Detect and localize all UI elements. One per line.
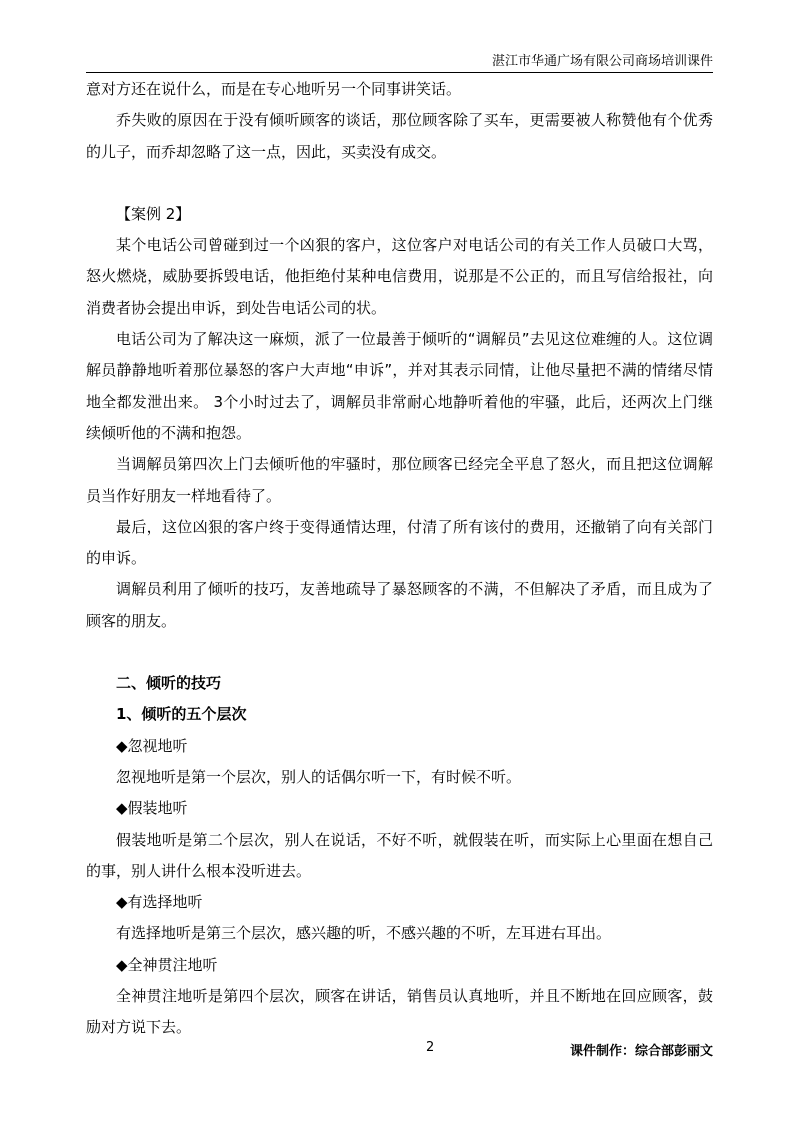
paragraph: 某个电话公司曾碰到过一个凶狠的客户，这位客户对电话公司的有关工作人员破口大骂，怒火燃烧，威胁要拆毁电话，他拒绝付某种电信费用，说那是不公正的，而且写信给报社，向消费者协会提出申诉，到处告电话公司的状。: [86, 236, 713, 317]
paragraph: 忽视地听是第一个层次，别人的话偶尔听一下，有时候不听。: [116, 767, 522, 786]
paragraph: 当调解员第四次上门去倾听他的牢骚时，那位顾客已经完全平息了怒火，而且把这位调解员当作好朋友一样地看待了。: [86, 455, 713, 505]
header-title: 湛江市华通广场有限公司商场培训课件: [491, 54, 713, 69]
page-number: 2: [426, 1040, 435, 1055]
page-footer: [86, 1040, 713, 1060]
bullet-heading: ◆假装地听: [116, 799, 188, 818]
paragraph: 电话公司为了解决这一麻烦，派了一位最善于倾听的“调解员”去见这位难缠的人。这位调解员静静地听着那位暴怒的客户大声地“申诉”，并对其表示同情，让他尽量把不满的情绪尽情地全都发泄出来。 3个小时过去了，调解员非常耐心地静听着他的牢骚，此后，还两次上门继续倾听他的不满和抱怨。: [86, 330, 713, 442]
paragraph: 假装地听是第二个层次，别人在说话，不好不听，就假装在听，而实际上心里面在想自己的事，别人讲什么根本没听进去。: [86, 830, 713, 880]
page-body: [86, 74, 713, 1044]
paragraph: 全神贯注地听是第四个层次，顾客在讲话，销售员认真地听，并且不断地在回应顾客，鼓励对方说下去。: [86, 987, 713, 1037]
subsection-heading: 1、倾听的五个层次: [116, 705, 247, 724]
section-heading: 二、倾听的技巧: [116, 674, 222, 693]
paragraph: 意对方还在说什么，而是在专心地听另一个同事讲笑话。: [86, 80, 462, 98]
footer-credit: 课件制作：综合部彭丽文: [569, 1044, 713, 1059]
bullet-heading: ◆忽视地听: [116, 736, 188, 755]
paragraph: 调解员利用了倾听的技巧，友善地疏导了暴怒顾客的不满，不但解决了矛盾，而且成为了顾客的朋友。: [86, 580, 713, 630]
paragraph: 乔失败的原因在于没有倾听顾客的谈话，那位顾客除了买车，更需要被人称赞他有个优秀的儿子，而乔却忽略了这一点，因此，买卖没有成交。: [86, 111, 713, 161]
page-header: [86, 52, 713, 73]
case-label: 【案例 2】: [116, 204, 191, 223]
paragraph: 有选择地听是第三个层次，感兴趣的听，不感兴趣的不听，左耳进右耳出。: [116, 924, 612, 943]
paragraph: 最后，这位凶狠的客户终于变得通情达理，付清了所有该付的费用，还撤销了向有关部门的申诉。: [86, 517, 713, 568]
bullet-heading: ◆全神贯注地听: [116, 955, 218, 974]
bullet-heading: ◆有选择地听: [116, 893, 203, 912]
